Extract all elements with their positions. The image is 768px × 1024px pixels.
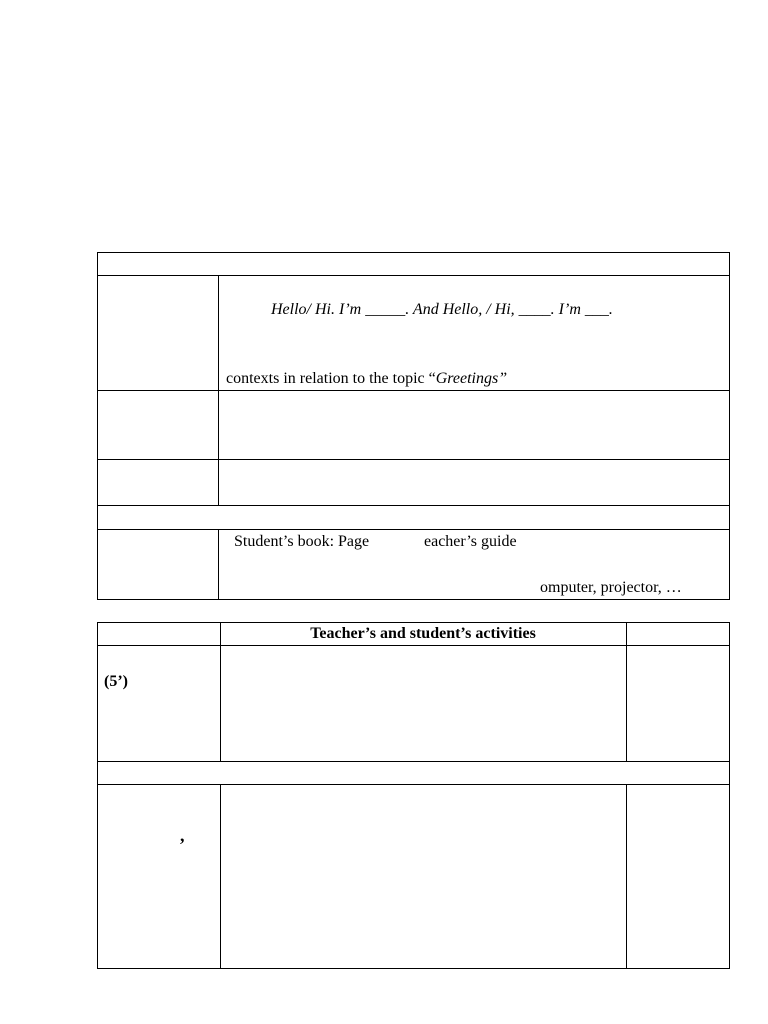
table2-divider-3 bbox=[97, 784, 730, 785]
table1-divider-3 bbox=[97, 459, 730, 460]
table1-divider-4 bbox=[97, 505, 730, 506]
table2-column-divider-right-b bbox=[626, 784, 627, 969]
table2-column-divider-left-b bbox=[220, 784, 221, 969]
table1-divider-5 bbox=[97, 529, 730, 530]
table2-divider-2 bbox=[97, 761, 730, 762]
topic-greetings: Greetings bbox=[435, 370, 499, 387]
context-prefix: contexts in relation to the topic “ bbox=[226, 370, 436, 387]
stage2-mark: , bbox=[180, 825, 185, 845]
objective-context-line bbox=[226, 371, 507, 387]
context-suffix: ” bbox=[498, 370, 508, 387]
table1-column-divider-b bbox=[218, 529, 219, 600]
equipment-list: omputer, projector, … bbox=[540, 579, 682, 596]
stage1-duration: (5’) bbox=[104, 673, 128, 690]
activities-column-header: Teacher’s and student’s activities bbox=[310, 625, 536, 642]
table1-divider-1 bbox=[97, 275, 730, 276]
table1-column-divider-a bbox=[218, 275, 219, 505]
table2-column-divider-left-a bbox=[220, 622, 221, 761]
table2-header-divider bbox=[97, 645, 730, 646]
activities-table bbox=[97, 622, 730, 969]
objective-sentence-pattern: Hello/ Hi. I’m _____. And Hello, / Hi, ____. I’m ___. bbox=[271, 301, 613, 318]
teachers-guide-reference: eacher’s guide bbox=[424, 533, 517, 550]
table2-column-divider-right-a bbox=[626, 622, 627, 761]
students-book-reference: Student’s book: Page bbox=[234, 533, 370, 550]
table1-divider-2 bbox=[97, 390, 730, 391]
